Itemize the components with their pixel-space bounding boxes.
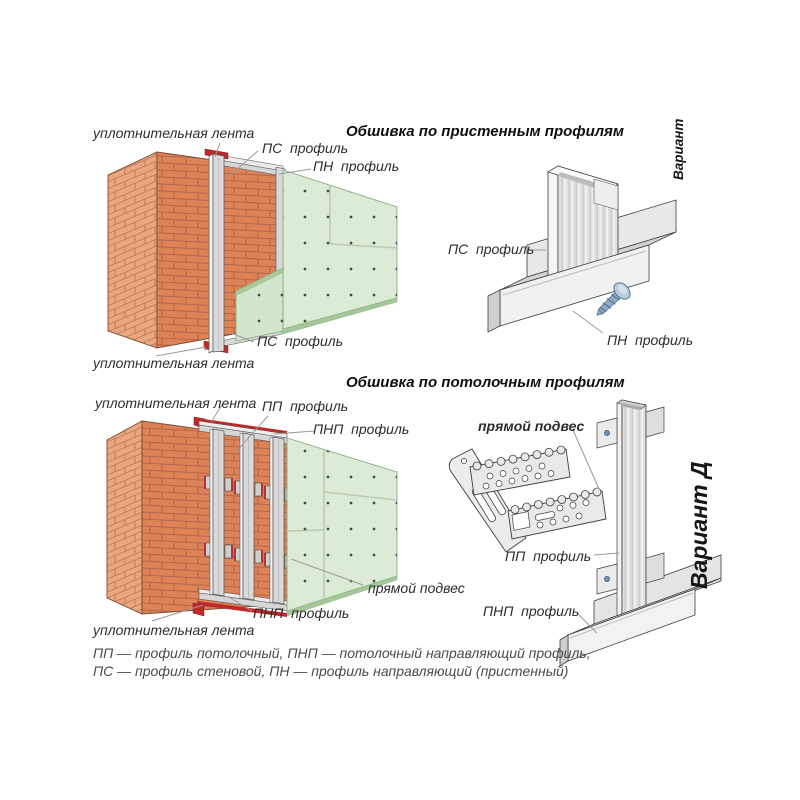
section-title-bottom: Обшивка по потолочным профилям (346, 374, 625, 391)
label-seal-tape-bottom-1: уплотнительная лента (93, 355, 255, 371)
label-ps-profile-top: ПС профиль (262, 140, 349, 156)
brick-wall-side-face (107, 421, 142, 614)
legend-line-2: ПС — профиль стеновой, ПН — профиль направляющий (пристенный) (93, 663, 569, 679)
label-pnp-profile-bottom: ПНП профиль (253, 605, 350, 621)
label-detail-pn-profile: ПН профиль (607, 332, 694, 348)
direct-hanger-bracket (449, 446, 606, 552)
label-seal-tape-top-1: уплотнительная лента (93, 125, 255, 141)
clip-back-wing (646, 553, 664, 583)
label-variant-d: Вариант Д (686, 461, 712, 589)
hanger-detail (449, 400, 721, 666)
label-ps-profile-bottom: ПС профиль (257, 333, 344, 349)
legend-line-1: ПП — профиль потолочный, ПНП — потолочный направляющий профиль, (93, 645, 591, 661)
wall-illustration-top (108, 149, 400, 353)
ps-stud-side (548, 166, 558, 283)
pp-profile-front (622, 400, 646, 620)
label-detail-pnp-profile: ПНП профиль (483, 603, 580, 619)
clip-back-wing (646, 407, 664, 437)
section-title-top: Обшивка по пристенным профилям (346, 123, 624, 140)
label-seal-tape-bottom-2: уплотнительная лента (93, 622, 255, 638)
label-seal-tape-top-2: уплотнительная лента (95, 395, 257, 411)
label-pn-profile: ПН профиль (313, 158, 400, 174)
pp-profiles (210, 429, 284, 604)
label-detail-direct-hanger: прямой подвес (478, 418, 585, 434)
label-pp-profile: ПП профиль (262, 398, 349, 414)
label-variant: Вариант (671, 118, 686, 180)
label-detail-ps-profile: ПС профиль (448, 241, 535, 257)
label-detail-pp-profile: ПП профиль (505, 548, 592, 564)
label-direct-hanger: прямой подвес (368, 580, 465, 596)
brick-wall-side-face (108, 152, 157, 348)
pp-profile-side (617, 400, 622, 622)
pn-track-end-cap (488, 290, 500, 332)
label-pnp-profile-top: ПНП профиль (313, 421, 410, 437)
ps-profile-highlight (209, 154, 213, 353)
wall-illustration-bottom (107, 417, 397, 617)
